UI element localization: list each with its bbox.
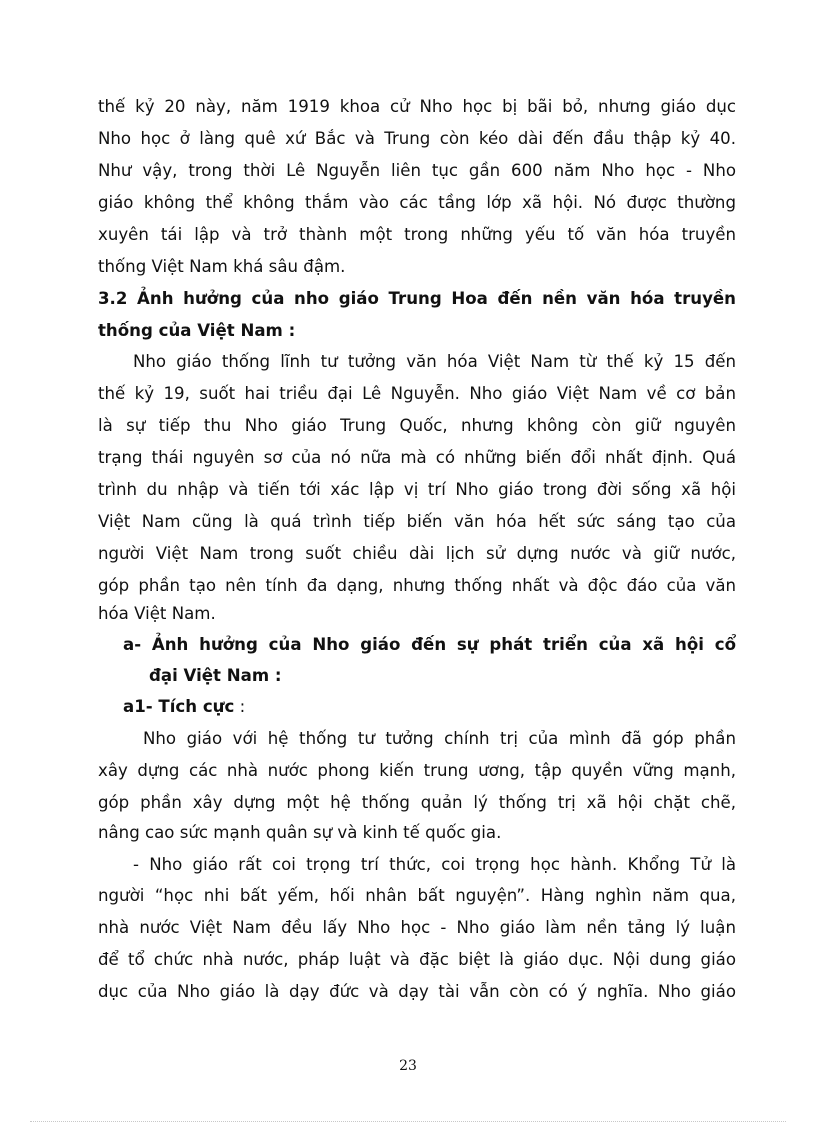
paragraph-line: thế kỷ 20 này, năm 1919 khoa cử Nho học bị bãi bỏ, nhưng giáo dục bbox=[98, 97, 736, 116]
paragraph-line: nâng cao sức mạnh quân sự và kinh tế quốc gia. bbox=[98, 823, 502, 842]
paragraph-line: Như vậy, trong thời Lê Nguyễn liên tục gần 600 năm Nho học - Nho bbox=[98, 161, 736, 180]
paragraph-line: để tổ chức nhà nước, pháp luật và đặc biệt là giáo dục. Nội dung giáo bbox=[98, 950, 736, 969]
sub-subsection-heading-colon: : bbox=[234, 697, 246, 716]
sub-subsection-heading bbox=[123, 691, 736, 723]
paragraph-line: trình du nhập và tiến tới xác lập vị trí Nho giáo trong đời sống xã hội bbox=[98, 480, 736, 499]
paragraph-line: Nho giáo với hệ thống tư tưởng chính trị của mình đã góp phần bbox=[143, 729, 736, 748]
paragraph-line: thống Việt Nam khá sâu đậm. bbox=[98, 257, 346, 276]
paragraph-line: giáo không thể không thắm vào các tầng lớp xã hội. Nó được thường bbox=[98, 193, 736, 212]
subsection-heading: đại Việt Nam : bbox=[149, 666, 282, 685]
paragraph-line: là sự tiếp thu Nho giáo Trung Quốc, nhưng không còn giữ nguyên bbox=[98, 416, 736, 435]
paragraph-line: thế kỷ 19, suốt hai triều đại Lê Nguyễn. Nho giáo Việt Nam về cơ bản bbox=[98, 384, 736, 403]
sub-subsection-heading-label: a1- Tích cực bbox=[123, 697, 235, 716]
section-heading: 3.2 Ảnh hưởng của nho giáo Trung Hoa đến nền văn hóa truyền bbox=[98, 289, 736, 308]
page-number: 23 bbox=[399, 1058, 417, 1074]
paragraph-line: góp phần xây dựng một hệ thống quản lý thống trị xã hội chặt chẽ, bbox=[98, 793, 736, 812]
paragraph-line: hóa Việt Nam. bbox=[98, 604, 216, 623]
paragraph-line: người “học nhi bất yếm, hối nhân bất nguyện”. Hàng nghìn năm qua, bbox=[98, 886, 736, 905]
paragraph-line: trạng thái nguyên sơ của nó nữa mà có những biến đổi nhất định. Quá bbox=[98, 448, 736, 467]
paragraph-line: Nho giáo thống lĩnh tư tưởng văn hóa Việt Nam từ thế kỷ 15 đến bbox=[133, 352, 736, 371]
section-heading: thống của Việt Nam : bbox=[98, 321, 296, 340]
paragraph-line: xuyên tái lập và trở thành một trong những yếu tố văn hóa truyền bbox=[98, 225, 736, 244]
paragraph-line: Nho học ở làng quê xứ Bắc và Trung còn kéo dài đến đầu thập kỷ 40. bbox=[98, 129, 736, 148]
paragraph-line: nhà nước Việt Nam đều lấy Nho học - Nho giáo làm nền tảng lý luận bbox=[98, 918, 736, 937]
paragraph-line: người Việt Nam trong suốt chiều dài lịch sử dựng nước và giữ nước, bbox=[98, 544, 736, 563]
paragraph-line: dục của Nho giáo là dạy đức và dạy tài vẫn còn có ý nghĩa. Nho giáo bbox=[98, 982, 736, 1001]
paragraph-line: Việt Nam cũng là quá trình tiếp biến văn hóa hết sức sáng tạo của bbox=[98, 512, 736, 531]
page-bottom-divider bbox=[30, 1121, 786, 1122]
paragraph-line: xây dựng các nhà nước phong kiến trung ương, tập quyền vững mạnh, bbox=[98, 761, 736, 780]
paragraph-line: góp phần tạo nên tính đa dạng, nhưng thống nhất và độc đáo của văn bbox=[98, 576, 736, 595]
subsection-heading: a- Ảnh hưởng của Nho giáo đến sự phát triển của xã hội cổ bbox=[123, 635, 736, 654]
paragraph-line: - Nho giáo rất coi trọng trí thức, coi trọng học hành. Khổng Tử là bbox=[133, 855, 736, 874]
